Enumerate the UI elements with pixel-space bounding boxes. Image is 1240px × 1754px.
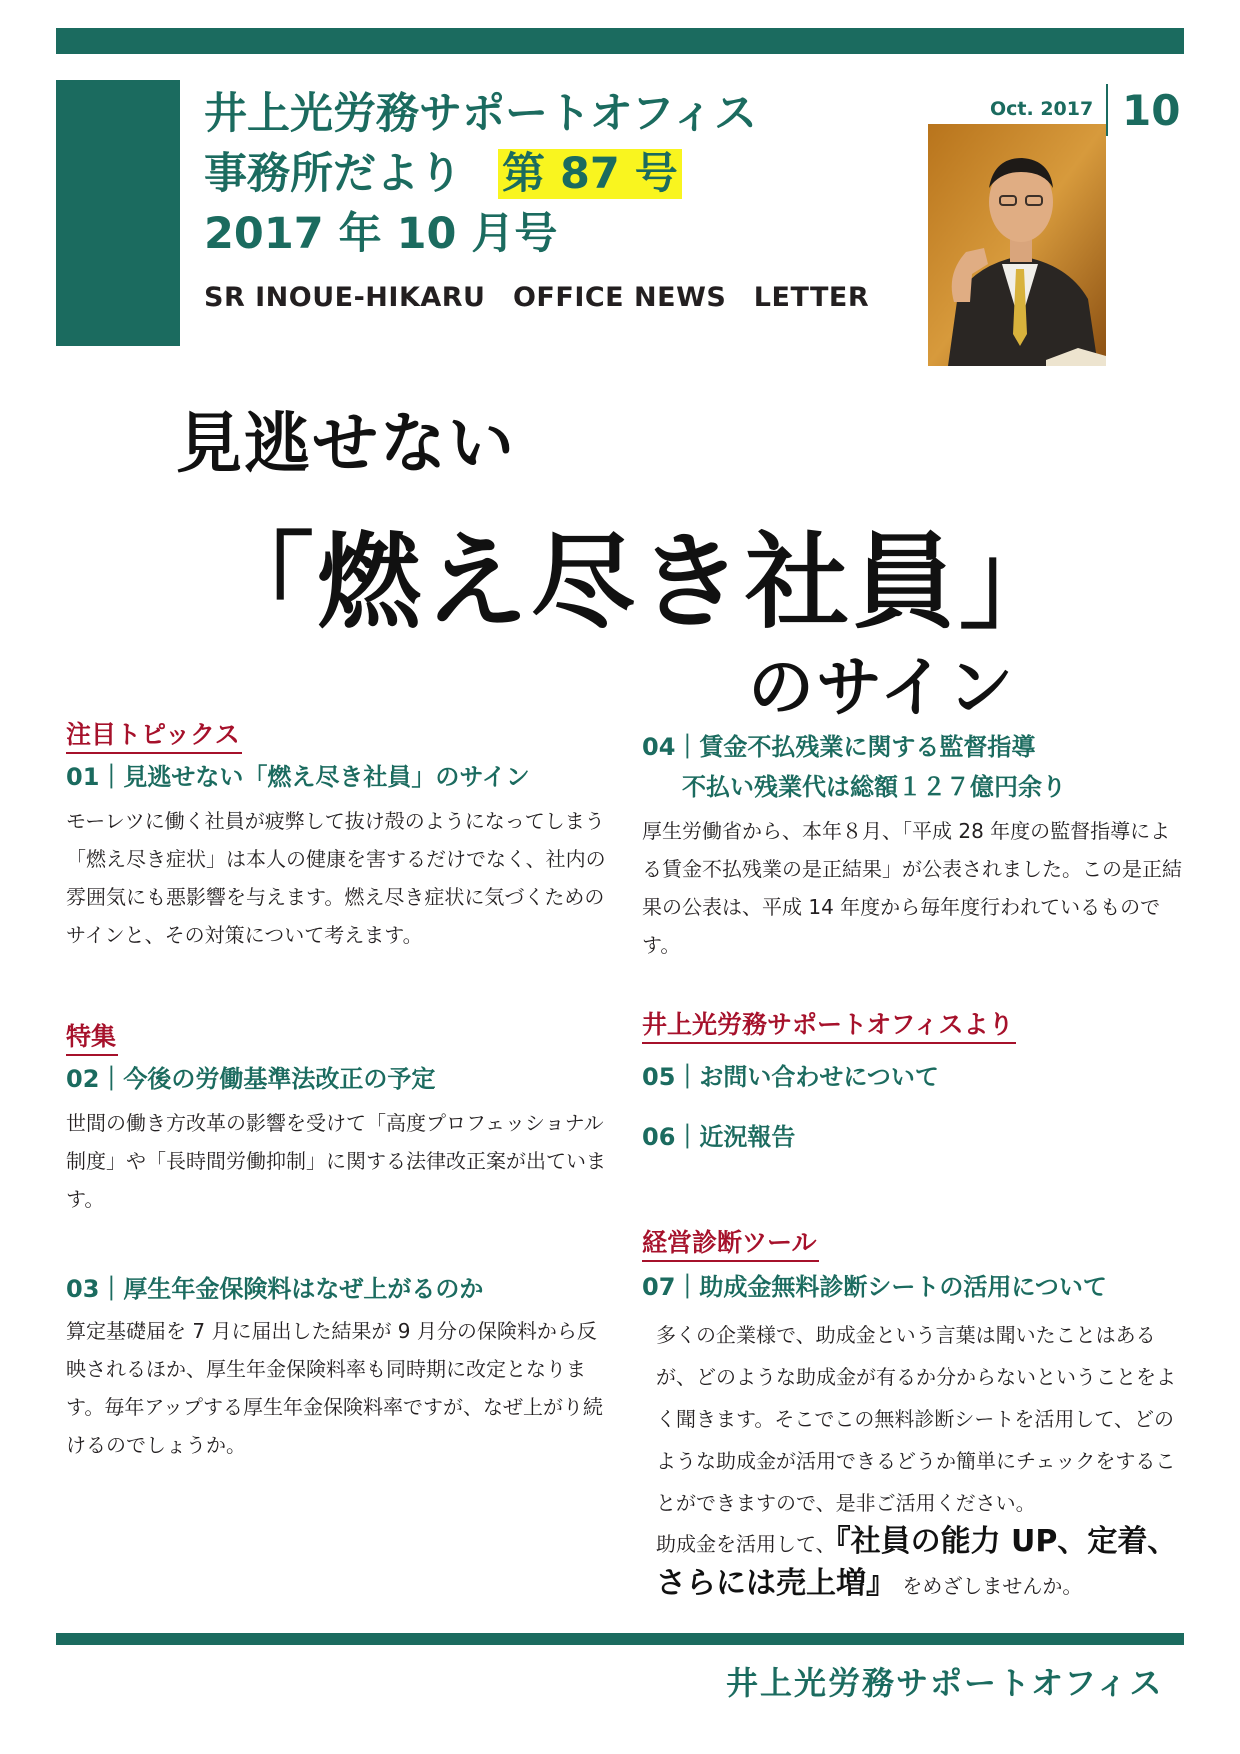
section-head-feature: 特集 [66, 1020, 118, 1056]
english-subtitle: SR INOUE-HIKARU OFFICE NEWS LETTER [204, 282, 870, 313]
headline-line-1: 見逃せない [176, 405, 516, 482]
masthead [204, 84, 869, 318]
item-06-title: 06｜近況報告 [642, 1123, 796, 1151]
item-07-emph-2: さらには売上増』 [656, 1566, 896, 1601]
newsletter-title: 事務所だより [204, 149, 462, 199]
item-07-lead: 助成金を活用して、 [656, 1532, 836, 1556]
item-02-text: 世間の働き方改革の影響を受けて「高度プロフェッショナル制度」や「長時間労働抑制」に関する法律改正案が出ています。 [66, 1111, 606, 1211]
item-04-subtitle: 不払い残業代は総額１２７億円余り [682, 773, 1066, 801]
section-head-tool: 経営診断ツール [642, 1226, 819, 1262]
item-02-title: 02｜今後の労働基準法改正の予定 [66, 1065, 436, 1093]
headline-line-3: のサイン [748, 649, 1016, 726]
bottom-rule [56, 1633, 1184, 1645]
item-01-text: モーレツに働く社員が疲弊して抜け殻のようになってしまう「燃え尽き症状」は本人の健康を害するだけでなく、社内の雰囲気にも悪影響を与えます。燃え尽き症状に気づくためのサインと、その対策について考えます。 [66, 809, 606, 947]
item-03-title: 03｜厚生年金保険料はなぜ上がるのか [66, 1275, 484, 1303]
top-rule [56, 28, 1184, 54]
corner-divider [1106, 84, 1108, 136]
masthead-side-block [56, 80, 180, 346]
corner-date: Oct. 2017 [990, 98, 1094, 120]
author-photo [928, 124, 1106, 366]
issue-date: 2017 年 10 月号 [204, 209, 558, 259]
item-04-title: 04｜賃金不払残業に関する監督指導 [642, 733, 1036, 761]
corner-month: 10 [1122, 86, 1181, 135]
item-04-text: 厚生労働省から、本年８月、「平成 28 年度の監督指導による賃金不払残業の是正結果」が公表されました。この是正結果の公表は、平成 14 年度から毎年度行われているものです。 [642, 819, 1182, 957]
item-07-text: 多くの企業様で、助成金という言葉は聞いたことはあるが、どのような助成金が有るか分からないということをよく聞きます。そこでこの無料診断シートを活用して、どのような助成金が活用できるどうか簡単にチェックをすることができますので、是非ご活用ください。 [656, 1323, 1176, 1515]
office-name: 井上光労務サポートオフィス [204, 89, 757, 139]
newsletter-title-line [204, 144, 869, 204]
item-07-tail: をめざしませんか。 [902, 1574, 1083, 1598]
item-07-emph-1: 『社員の能力 UP、定着、 [835, 1524, 1178, 1559]
item-07-callout [656, 1522, 1186, 1606]
issue-number: 第 87 号 [498, 149, 682, 199]
item-07-title: 07｜助成金無料診断シートの活用について [642, 1273, 1107, 1301]
author-photo-image [928, 124, 1106, 366]
item-05-title: 05｜お問い合わせについて [642, 1063, 939, 1091]
section-head-topics: 注目トピックス [66, 718, 242, 754]
section-head-office: 井上光労務サポートオフィスより [642, 1008, 1016, 1044]
item-03-text: 算定基礎届を 7 月に届出した結果が 9 月分の保険料から反映されるほか、厚生年金保険料率も同時期に改定となります。毎年アップする厚生年金保険料率ですが、なぜ上がり続けるのでしょうか。 [66, 1319, 603, 1457]
headline-line-2: 「燃え尽き社員」 [210, 521, 1067, 643]
footer-office-name: 井上光労務サポートオフィス [726, 1664, 1164, 1702]
item-01-title: 01｜見逃せない「燃え尽き社員」のサイン [66, 763, 530, 791]
